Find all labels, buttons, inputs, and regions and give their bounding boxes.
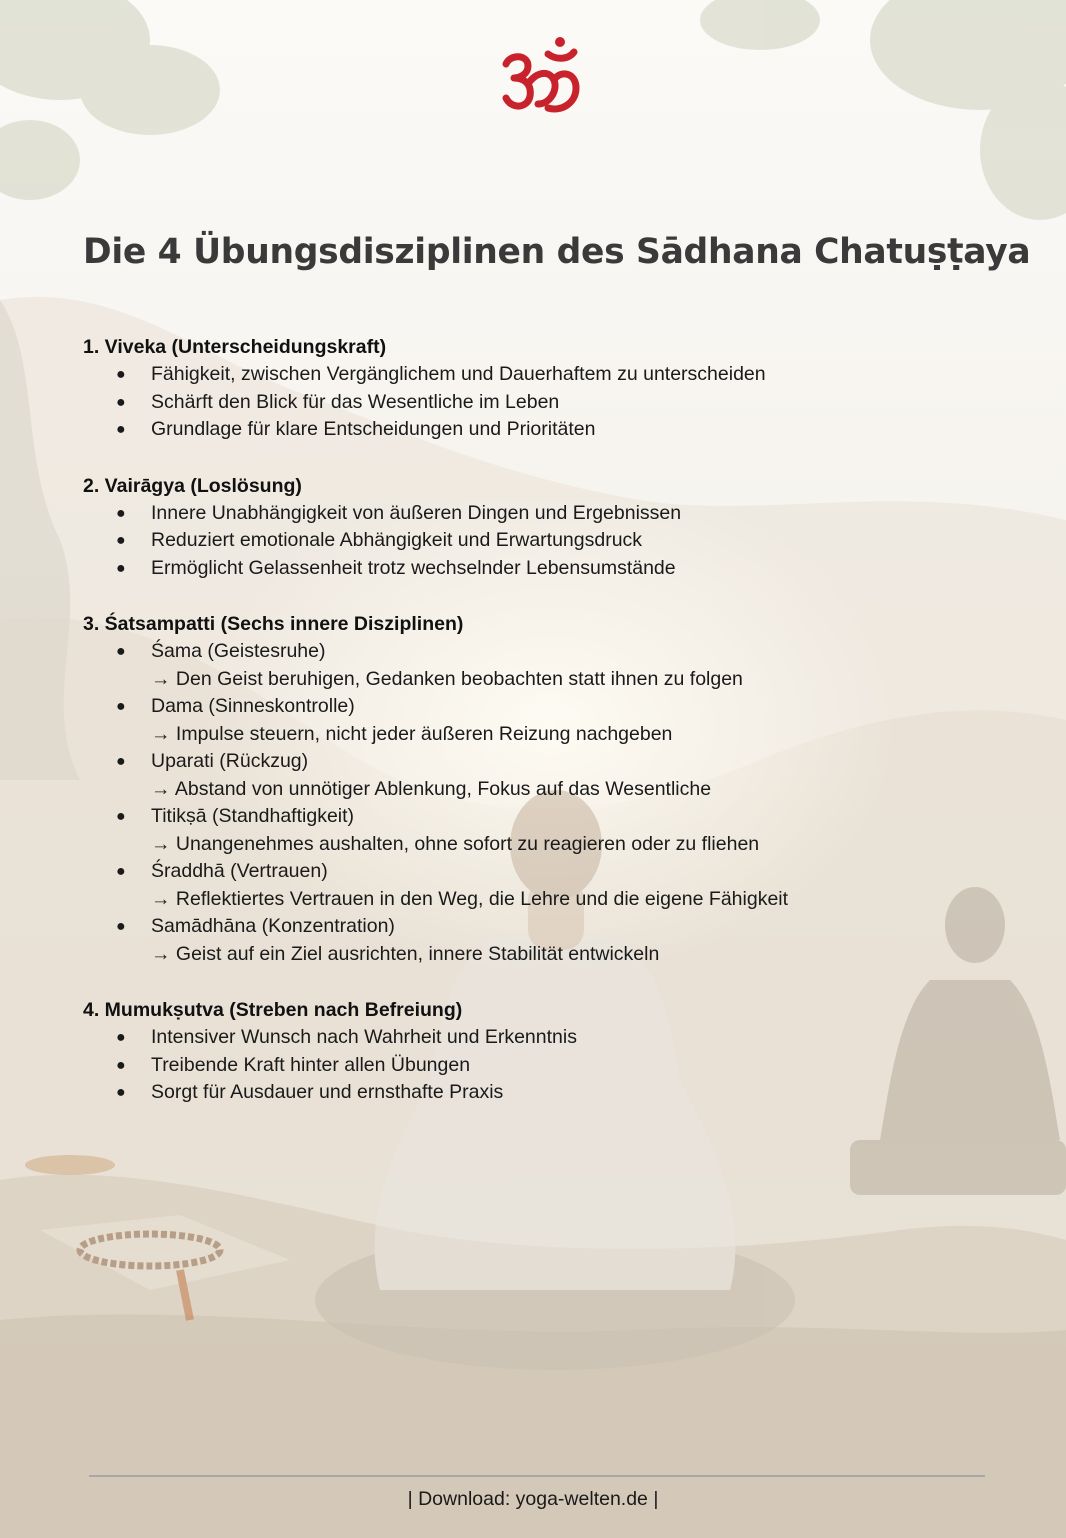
section-2	[83, 473, 983, 583]
bullet-icon: ●	[116, 532, 126, 549]
list-item	[83, 858, 983, 913]
bullet-list	[83, 361, 983, 444]
list-item	[83, 527, 983, 555]
list-item	[83, 638, 983, 693]
bullet-icon: ●	[116, 421, 126, 438]
list-item-text: Grundlage für klare Entscheidungen und Prioritäten	[151, 418, 596, 440]
bullet-icon: ●	[116, 643, 126, 660]
bullet-icon: ●	[116, 863, 126, 880]
list-item-text: Treibende Kraft hinter allen Übungen	[151, 1053, 471, 1076]
list-item-text: Titikṣā (Standhaftigkeit)	[151, 805, 355, 827]
list-item	[83, 361, 983, 389]
section-heading: 3. Śatsampatti (Sechs innere Disziplinen)	[83, 613, 464, 635]
bullet-icon: ●	[116, 559, 126, 577]
footer-divider	[89, 1475, 985, 1477]
list-item-text: Reduziert emotionale Abhängigkeit und Erwartungsdruck	[151, 529, 643, 551]
section-4	[83, 997, 983, 1107]
list-item-description: → Den Geist beruhigen, Gedanken beobachten statt ihnen zu folgen	[151, 667, 743, 690]
section-heading: 2. Vairāgya (Loslösung)	[83, 474, 302, 497]
list-item-text: Innere Unabhängigkeit von äußeren Dingen und Ergebnissen	[151, 501, 682, 524]
list-item-text: Samādhāna (Konzentration)	[151, 915, 395, 937]
list-item-text: Śama (Geistesruhe)	[151, 640, 326, 662]
list-item-description: → Abstand von unnötiger Ablenkung, Fokus auf das Wesentliche	[151, 777, 712, 800]
list-item	[83, 913, 983, 968]
bullet-list	[83, 638, 983, 968]
list-item	[83, 416, 983, 444]
bullet-icon: ●	[116, 366, 126, 383]
list-item	[83, 1024, 983, 1052]
footer-download-text: | Download: yoga-welten.de |	[407, 1488, 659, 1510]
section-3	[83, 611, 983, 968]
list-item-text: Intensiver Wunsch nach Wahrheit und Erkenntnis	[151, 1026, 577, 1048]
list-item-text: Śraddhā (Vertrauen)	[151, 860, 328, 882]
section-heading: 4. Mumukṣutva (Streben nach Befreiung)	[83, 999, 463, 1021]
bullet-icon: ●	[116, 504, 126, 522]
bullet-icon: ●	[116, 698, 126, 715]
section-1	[83, 334, 983, 444]
list-item-description: → Unangenehmes aushalten, ohne sofort zu reagieren oder zu fliehen	[151, 832, 760, 855]
bullet-icon: ●	[116, 918, 126, 935]
list-item-text: Sorgt für Ausdauer und ernsthafte Praxis	[151, 1081, 504, 1103]
bullet-icon: ●	[116, 393, 126, 411]
list-item-text: Uparati (Rückzug)	[151, 750, 309, 772]
list-item	[83, 803, 983, 858]
list-item	[83, 1079, 983, 1107]
om-symbol-icon	[498, 34, 586, 118]
bullet-icon: ●	[116, 808, 126, 825]
list-item	[83, 555, 983, 583]
bullet-list	[83, 500, 983, 583]
bullet-icon: ●	[116, 1056, 126, 1074]
list-item	[83, 693, 983, 748]
disciplines-list	[83, 334, 983, 1136]
list-item	[83, 1052, 983, 1080]
list-item-text: Fähigkeit, zwischen Vergänglichem und Dauerhaftem zu unterscheiden	[151, 363, 766, 385]
list-item-text: Schärft den Blick für das Wesentliche im Leben	[151, 390, 560, 413]
list-item-text: Dama (Sinneskontrolle)	[151, 695, 355, 717]
list-item-description: → Impulse steuern, nicht jeder äußeren Reizung nachgeben	[151, 722, 673, 745]
section-heading: 1. Viveka (Unterscheidungskraft)	[83, 336, 387, 358]
list-item-description: → Geist auf ein Ziel ausrichten, innere Stabilität entwickeln	[151, 942, 660, 965]
page-title: Die 4 Übungsdisziplinen des Sādhana Chatuṣṭaya	[83, 232, 1031, 272]
list-item	[83, 389, 983, 417]
bullet-icon: ●	[116, 1084, 126, 1101]
list-item-text: Ermöglicht Gelassenheit trotz wechselnder Lebensumstände	[151, 556, 676, 579]
bullet-icon: ●	[116, 1029, 126, 1046]
list-item	[83, 748, 983, 803]
bullet-icon: ●	[116, 753, 126, 770]
list-item-description: → Reflektiertes Vertrauen in den Weg, die Lehre und die eigene Fähigkeit	[151, 887, 789, 910]
bullet-list	[83, 1024, 983, 1107]
list-item	[83, 500, 983, 528]
